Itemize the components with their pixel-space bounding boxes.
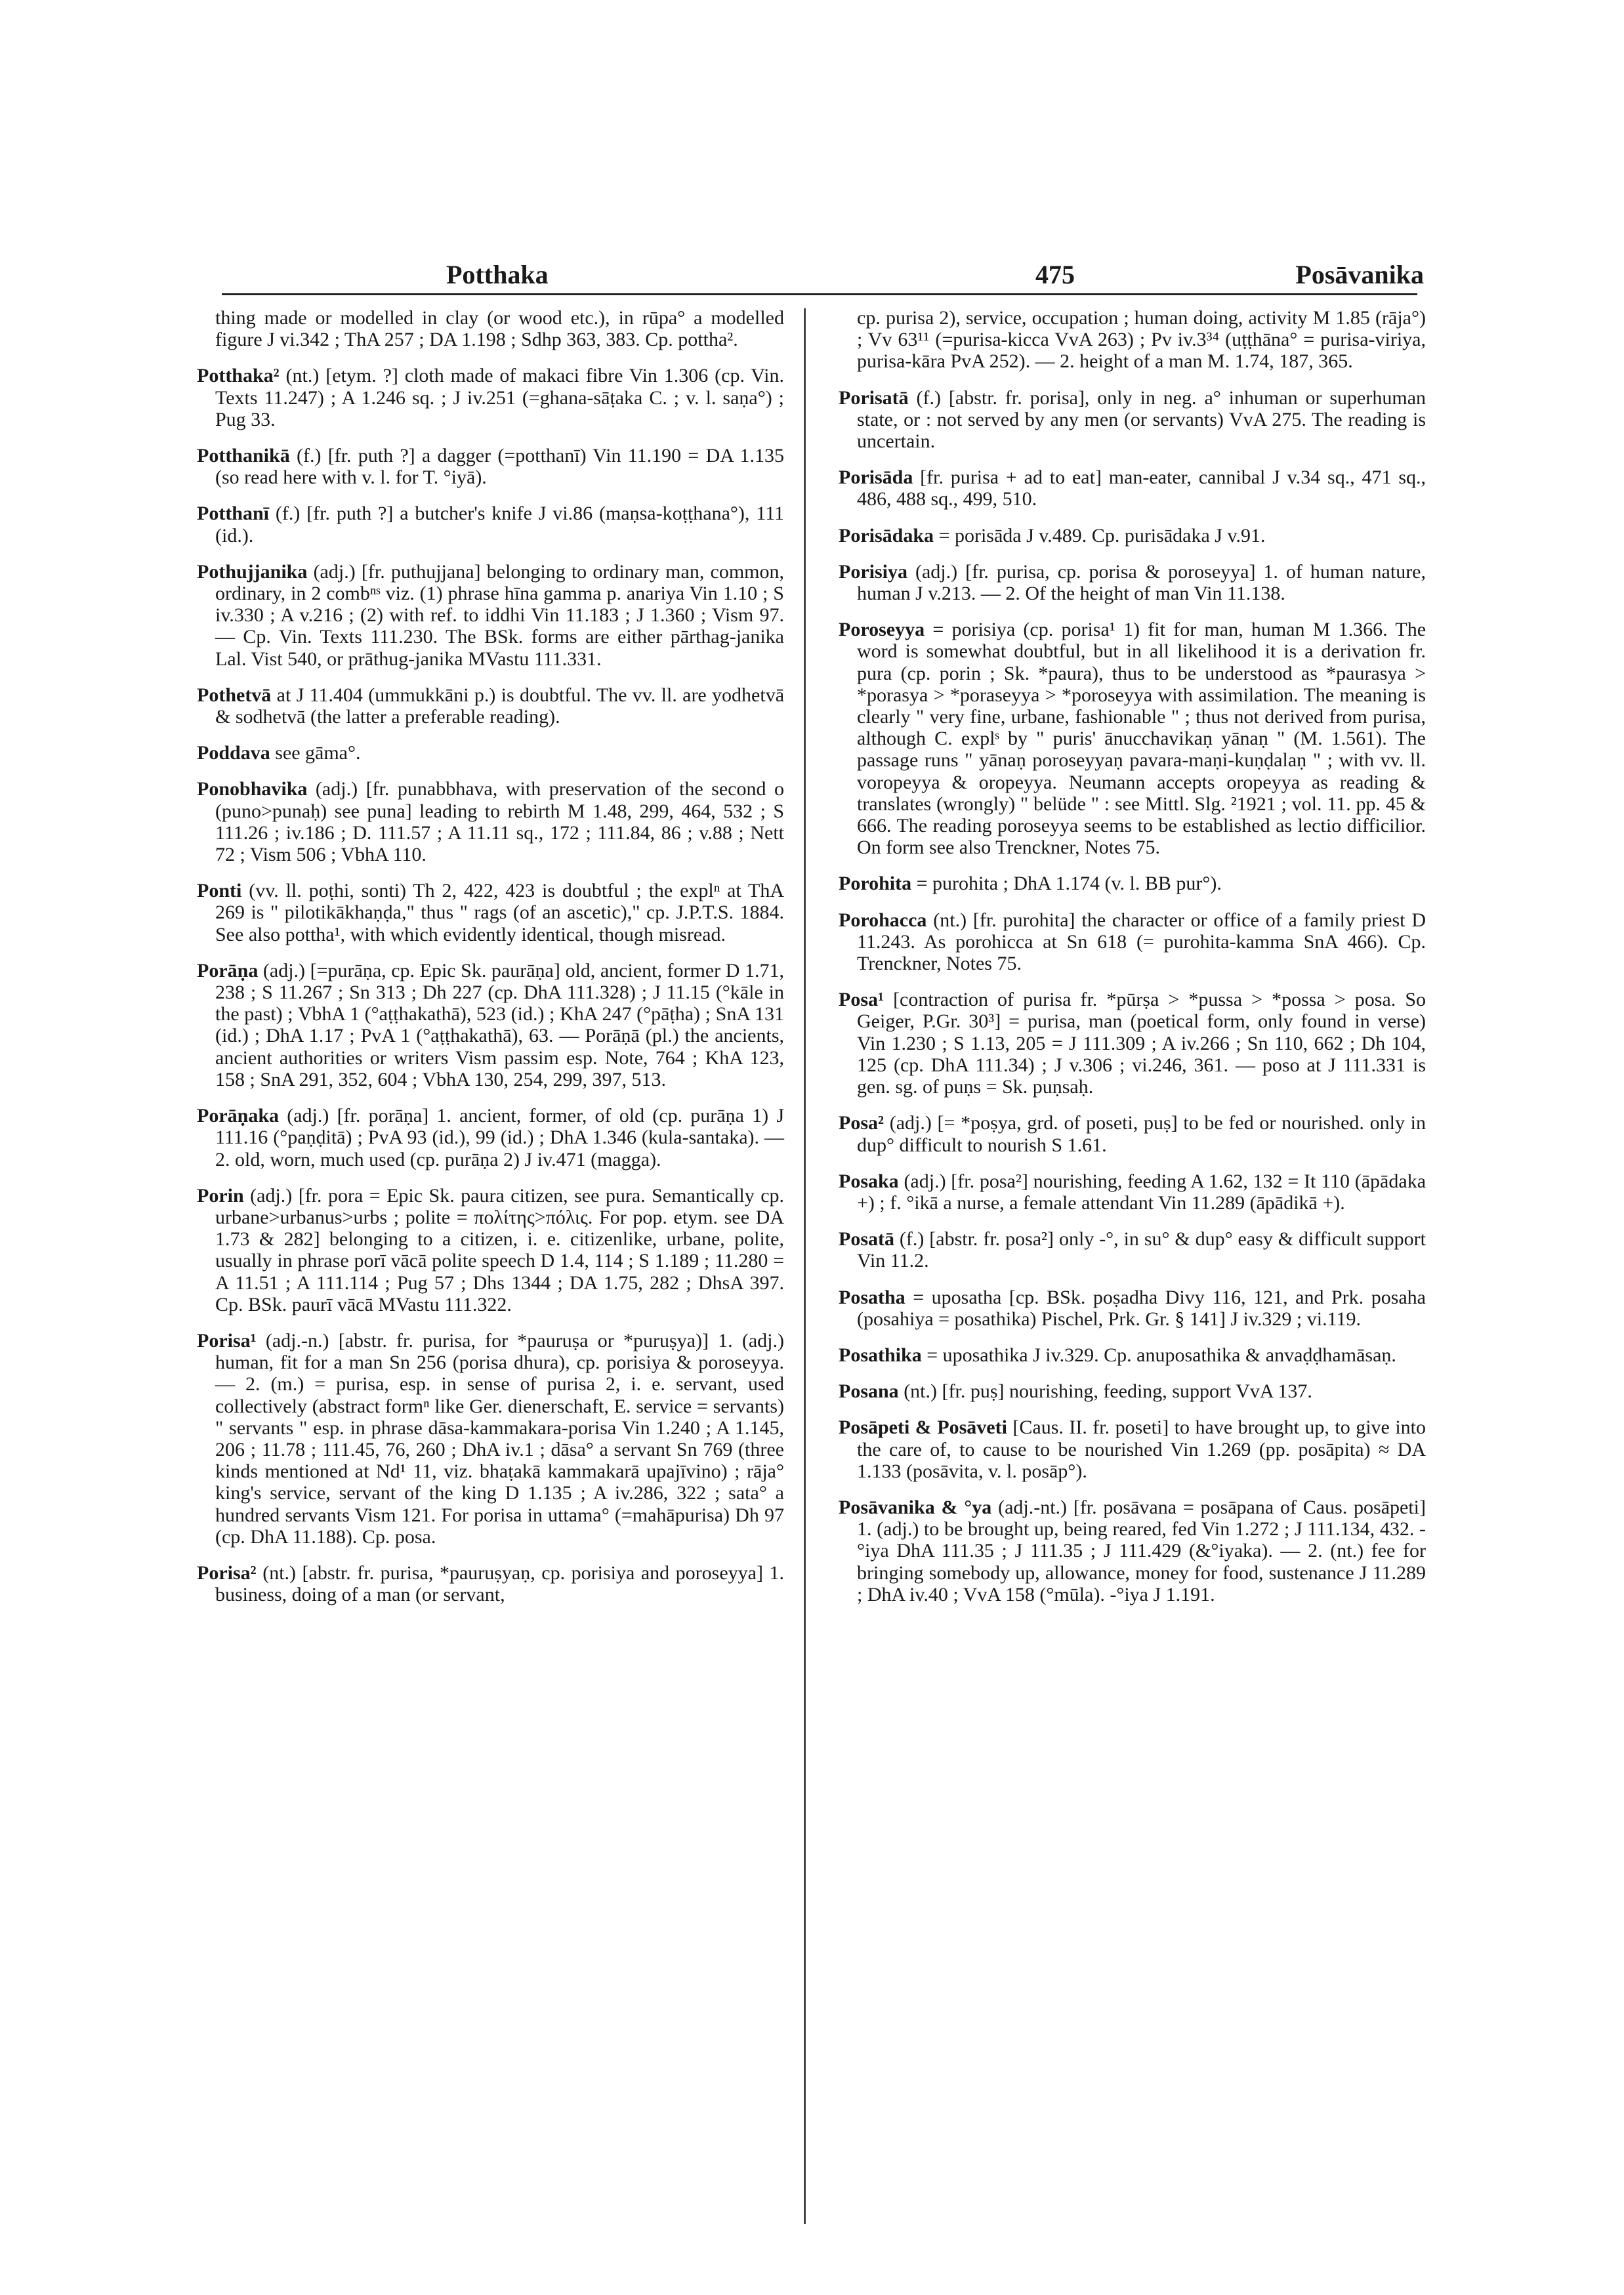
entry-body: at J 11.404 (ummukkāni p.) is doubtful. The vv. ll. are yodhetvā & sodhetvā (the latter a preferable reading). — [215, 684, 785, 728]
headword: Posathika — [839, 1344, 922, 1366]
entry-body: see gāma°. — [275, 742, 361, 764]
dictionary-entry — [839, 1112, 1426, 1155]
headword: Potthaka² — [197, 365, 280, 387]
entry-body: (adj.) [fr. porāṇa] 1. ancient, former, of old (cp. purāṇa 1) J 111.16 (°paṇḍitā) ; PvA 93 (id.), 99 (id.) ; DhA 1.346 (kula-santaka). — 2. old, worn, much used (cp. purāṇa 2) J iv.471 (magga). — [215, 1105, 785, 1170]
dictionary-entry — [197, 365, 784, 430]
headword: Potthanikā — [197, 445, 290, 467]
entry-body: cp. purisa 2), service, occupation ; human doing, activity M 1.85 (rāja°) ; Vv 63¹¹ (=purisa-kicca VvA 263) ; Pv iv.3³⁴ (uṭṭhāna° = purisa-viriya, purisa-kāra PvA 252). — 2. height of a man M. 1.74, 187, 365. — [857, 307, 1426, 373]
headword: Porohita — [839, 873, 912, 895]
dictionary-entry — [839, 561, 1426, 604]
entry-body: (adj.) [fr. posa²] nourishing, feeding A 1.62, 132 = It 110 (āpādaka +) ; f. °ikā a nurse, a female attendant Vin 11.289 (āpādikā +). — [857, 1170, 1426, 1214]
dictionary-entry — [197, 960, 784, 1090]
headword: Porisādaka — [839, 524, 934, 547]
dictionary-entry — [197, 445, 784, 488]
headword: Poddava — [197, 742, 270, 764]
headword: Posatha — [839, 1286, 906, 1308]
entry-body: (adj.) [=purāṇa, cp. Epic Sk. paurāṇa] old, ancient, former D 1.71, 238 ; S 11.267 ; Sn 313 ; Dh 227 (cp. DhA 111.328) ; J 11.15 (°kāle in the past) ; VbhA 1 (°aṭṭhakathā), 523 (id.) ; KhA 247 (°pāṭha) ; SnA 131 (id.) ; DhA 1.17 ; PvA 1 (°aṭṭhakathā), 63. — Porāṇā (pl.) the ancients, ancient authorities or writers Vism passim esp. Note, 764 ; KhA 123, 158 ; SnA 291, 352, 604 ; VbhA 130, 254, 299, 397, 513. — [215, 959, 784, 1090]
dictionary-entry — [839, 1170, 1426, 1214]
dictionary-entry — [197, 1105, 784, 1170]
headword: Posāvanika & °ya — [839, 1496, 992, 1518]
page-header — [223, 259, 1424, 292]
headword: Ponobhavika — [197, 778, 308, 800]
dictionary-entry — [839, 873, 1426, 894]
headword: Porisa¹ — [197, 1329, 257, 1352]
dictionary-entry — [839, 989, 1426, 1098]
dictionary-entry — [197, 503, 784, 546]
headword: Posāpeti & Posāveti — [839, 1416, 1007, 1439]
entry-body: (nt.) [fr. puṣ] nourishing, feeding, support VvA 137. — [904, 1380, 1312, 1403]
dictionary-entry — [197, 742, 784, 764]
headword: Porāṇaka — [197, 1105, 280, 1127]
dictionary-entry — [197, 1330, 784, 1548]
dictionary-entry — [197, 307, 784, 350]
dictionary-entry — [839, 1287, 1426, 1330]
left-column — [197, 307, 784, 1620]
entry-body: (adj.) [fr. puthujjana] belonging to ordinary man, common, ordinary, in 2 combⁿˢ viz. (1) phrase hīna gamma p. anariya Vin 1.10 ; S iv.330 ; A v.216 ; (2) with ref. to iddhi Vin 11.183 ; J 1.360 ; Vism 97. — Cp. Vin. Texts 111.230. The BSk. forms are either pārthag-janika Lal. Vist 540, or prāthug-janika MVastu 111.331. — [215, 560, 784, 670]
entry-body: (f.) [fr. puth ?] a butcher's knife J vi.86 (maṇsa-koṭṭhana°), 111 (id.). — [215, 503, 784, 547]
entry-body: (nt.) [abstr. fr. purisa, *pauruṣyaṇ, cp. porisiya and poroseyya] 1. business, doing of a man (or servant, — [215, 1561, 784, 1606]
headword: Poroseyya — [839, 619, 925, 641]
entry-body: [contraction of purisa fr. *pūrṣa > *pussa > *possa > posa. So Geiger, P.Gr. 30³] = purisa, man (poetical form, only found in verse) Vin 1.230 ; S 1.13, 205 = J 111.309 ; A iv.266 ; Sn 110, 662 ; Dh 104, 125 (cp. DhA 111.34) ; J v.306 ; vi.246, 361. — poso at J 111.331 is gen. sg. of puṇs = Sk. puṇsaḥ. — [857, 989, 1426, 1098]
headword: Porisatā — [839, 386, 909, 409]
dictionary-entry — [197, 778, 784, 865]
entry-body: = purohita ; DhA 1.174 (v. l. BB pur°). — [916, 873, 1222, 895]
entry-body: (nt.) [etym. ?] cloth made of makaci fibre Vin 1.306 (cp. Vin. Texts 11.247) ; A 1.246 sq. ; J iv.251 (=ghana-sāṭaka C. ; v. l. saṇa°) ; Pug 33. — [215, 365, 785, 430]
entry-body: thing made or modelled in clay (or wood etc.), in rūpa° a modelled figure J vi.342 ; ThA 257 ; DA 1.198 ; Sdhp 363, 383. Cp. pottha². — [215, 307, 784, 351]
headword: Posaka — [839, 1170, 899, 1192]
headword: Porisa² — [197, 1561, 257, 1584]
entry-body: (f.) [abstr. fr. posa²] only -°, in su° & dup° easy & difficult support Vin 11.2. — [857, 1228, 1426, 1272]
entry-body: (f.) [abstr. fr. porisa], only in neg. a° inhuman or superhuman state, or : not served by any men (or servants) VvA 275. The reading is uncertain. — [857, 386, 1426, 453]
headword: Posa² — [839, 1112, 884, 1134]
right-column — [839, 307, 1426, 1620]
dictionary-entry — [839, 1416, 1426, 1482]
headword: Posatā — [839, 1228, 894, 1251]
header-last-word: Posāvanika — [1295, 260, 1424, 289]
entry-body: = uposatha [cp. BSk. poṣadha Divy 116, 121, and Prk. posaha (posahiya = posathika) Pischel, Prk. Gr. § 141] J iv.329 ; vi.119. — [857, 1286, 1426, 1330]
entry-body: (adj.-nt.) [fr. posāvana = posāpana of Caus. posāpeti] 1. (adj.) to be brought up, being reared, fed Vin 1.272 ; J 111.134, 432. -°iya DhA 111.35 ; J 111.35 ; J 111.429 (&°iyaka). — 2. (nt.) fee for bringing somebody up, allowance, money for food, sustenance J 11.289 ; DhA iv.40 ; VvA 158 (°mūla). -°iya J 1.191. — [857, 1496, 1426, 1605]
headword: Porohacca — [839, 909, 927, 931]
headword: Porisiya — [839, 560, 907, 583]
headword: Porisāda — [839, 466, 913, 489]
entry-body: (vv. ll. poṭhi, sonti) Th 2, 422, 423 is doubtful ; the explⁿ at ThA 269 is " pilotikākhaṇḍa," thus " rags (of an ascetic)," cp. J.P.T.S. 1884. See also pottha¹, with which evidently identical, though misread. — [215, 880, 784, 945]
entry-body: (nt.) [fr. purohita] the character or office of a family priest D 11.243. As porohicca at Sn 618 (= purohita-kamma SnA 466). Cp. Trenckner, Notes 75. — [857, 909, 1426, 975]
dictionary-entry — [839, 1344, 1426, 1366]
entry-body: [fr. purisa + ad to eat] man-eater, cannibal J v.34 sq., 471 sq., 486, 488 sq., 499, 510. — [857, 466, 1426, 510]
dictionary-entry — [839, 1497, 1426, 1605]
headword: Pothetvā — [197, 684, 272, 706]
header-rule — [222, 293, 1417, 295]
entry-body: = porisāda J v.489. Cp. purisādaka J v.91. — [938, 524, 1266, 547]
dictionary-entry — [197, 561, 784, 670]
page-number: 475 — [1035, 260, 1075, 289]
entry-body: (adj.) [= *poṣya, grd. of poseti, puṣ] to be fed or nourished. only in dup° difficult to nourish S 1.61. — [857, 1112, 1426, 1156]
entry-body: (adj.) [fr. punabbhava, with preservation of the second o (puno>punaḥ) see puna] leading to rebirth M 1.48, 299, 464, 532 ; S 111.26 ; iv.186 ; D. 111.57 ; A 11.11 sq., 172 ; 111.84, 86 ; v.88 ; Nett 72 ; Vism 506 ; VbhA 110. — [215, 778, 784, 866]
dictionary-entry — [839, 525, 1426, 547]
headword: Posa¹ — [839, 989, 884, 1011]
column-separator — [804, 308, 806, 2224]
dictionary-entry — [839, 307, 1426, 373]
headword: Posana — [839, 1380, 899, 1403]
entry-body: (adj.) [fr. pora = Epic Sk. paura citizen, see pura. Semantically cp. urbane>urbanus>urbs ; polite = πολίτης>πόλις. For pop. etym. see DA 1.73 & 282] belonging to a citizen, i. e. citizenlike, urbane, polite, usually in phrase porī vācā polite speech D 1.4, 114 ; S 1.189 ; 11.280 = A 11.51 ; A 111.114 ; Pug 57 ; Dhs 1344 ; DA 1.75, 282 ; DhsA 397. Cp. BSk. paurī vācā MVastu 111.322. — [215, 1184, 785, 1315]
entry-body: [Caus. II. fr. poseti] to have brought up, to give into the care of, to cause to be nourished Vin 1.269 (pp. posāpita) ≈ DA 1.133 (posāvita, v. l. posāp°). — [857, 1416, 1426, 1482]
entry-body: (adj.) [fr. purisa, cp. porisa & poroseyya] 1. of human nature, human J v.213. — 2. Of the height of man Vin 11.138. — [857, 560, 1426, 605]
headword: Porin — [197, 1184, 244, 1207]
dictionary-entry — [839, 1228, 1426, 1272]
headword: Porāṇa — [197, 959, 259, 982]
entry-body: = porisiya (cp. porisa¹ 1) fit for man, human M 1.366. The word is somewhat doubtful, but in all likelihood it is a derivation fr. pura (cp. porin ; Sk. *paura), thus to be understood as *paurasya > *porasya > *poraseyya > *poroseyya with assimilation. The meaning is clearly " very fine, urbane, fashionable " ; thus not derived from purisa, although C. explˢ by " puris' ānucchavikaṇ yānaṇ " (M. 1.561). The passage runs " yānaṇ poroseyyaṇ pavara-maṇi-kuṇḍalaṇ " ; with vv. ll. voropeyya & oropeyya. Neumann accepts oropeyya as reading & translates (wrongly) " belüde " : see Mittl. Slg. ²1921 ; vol. 11. pp. 45 & 666. The reading poroseyya seems to be established as lectio difficilior. On form see also Trenckner, Notes 75. — [857, 619, 1426, 859]
dictionary-entry — [839, 387, 1426, 453]
dictionary-entry — [197, 880, 784, 945]
entry-body: (adj.-n.) [abstr. fr. purisa, for *pauruṣa or *puruṣya)] 1. (adj.) human, fit for a man Sn 256 (porisa dhura), cp. porisiya & poroseyya. — 2. (m.) = purisa, esp. in sense of purisa 2, i. e. servant, used collectively (abstract formⁿ like Ger. dienerschaft, E. service = servants) " servants " esp. in phrase dāsa-kammakara-porisa Vin 1.240 ; A 1.145, 206 ; 11.78 ; 111.45, 76, 260 ; DhA iv.1 ; dāsa° a servant Sn 769 (three kinds mentioned at Nd¹ 11, viz. bhaṭakā kammakarā upajīvino) ; rāja° king's service, servant of the king D 1.135 ; A iv.286, 322 ; sata° a hundred servants Vism 121. For porisa in uttama° (=mahāpurisa) Dh 97 (cp. DhA 11.188). Cp. posa. — [215, 1329, 785, 1548]
headword: Pothujjanika — [197, 560, 308, 583]
entry-body: = uposathika J iv.329. Cp. anuposathika & anvaḍḍhamāsaṇ. — [927, 1344, 1396, 1366]
dictionary-entry — [839, 1380, 1426, 1402]
dictionary-entry — [197, 1185, 784, 1315]
dictionary-entry — [839, 909, 1426, 975]
headword: Potthanī — [197, 503, 270, 525]
header-first-word: Potthaka — [446, 260, 549, 289]
dictionary-entry — [839, 466, 1426, 510]
dictionary-entry — [197, 684, 784, 728]
headword: Ponti — [197, 880, 242, 902]
dictionary-entry — [839, 619, 1426, 858]
entry-body: (f.) [fr. puth ?] a dagger (=potthanī) Vin 11.190 = DA 1.135 (so read here with v. l. for T. °iyā). — [215, 445, 784, 489]
dictionary-entry — [197, 1562, 784, 1605]
